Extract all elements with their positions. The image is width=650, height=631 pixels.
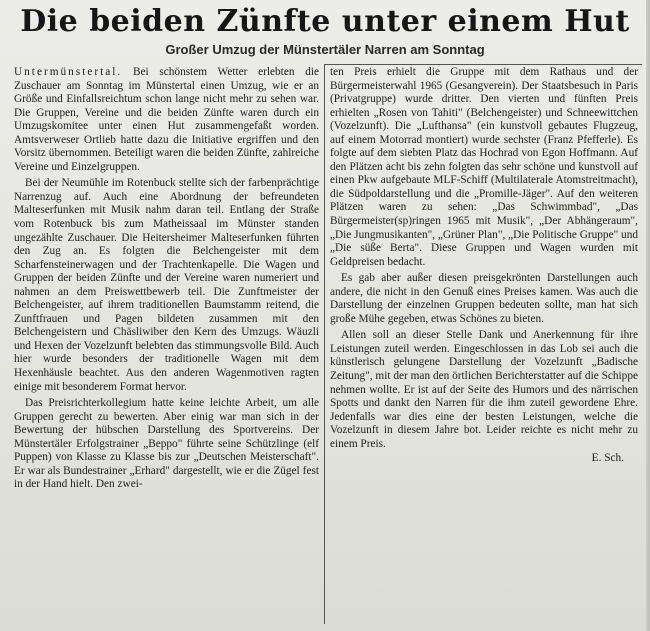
column-top-rule bbox=[324, 64, 642, 65]
article-paragraph: Das Preisrichterkollegium hatte keine leichte Arbeit, um alle Gruppen gerecht zu bewerten. Aber einig war man sich in der Bewertung der hübschen Darstellung des Sportvereins. Der Münstertäler Erfolgstrainer „Beppo" führte seine Schützlinge (elf Puppen) von Klasse zu Klasse bis zur „Deutschen Meisterschaft". Er war als Bundestrainer „Erhard" dargestellt, wie er die Zügel fest in der Hand hielt. Den zwei- bbox=[14, 397, 319, 491]
article-dateline: Untermünstertal. bbox=[14, 66, 123, 78]
article-paragraph-text: Bei schönstem Wetter erlebten die Zuschauer am Sonntag im Münstertal einen Umzug, wie er an Größe und Einfallsreichtum schon lange nicht mehr zu sehen war. Die Gruppen, Vereine und die beiden Zünfte waren durch ein Umzugskomitee unter einen Hut zusammengefaßt worden. Amtsverweser Ortlieb hatte dazu die Initiative ergriffen und den Vorsitz übernommen. Beteiligt waren die beiden Zünfte, zahlreiche Vereine und Einzelgruppen. bbox=[14, 66, 319, 173]
article-column-right bbox=[330, 66, 638, 466]
article-paragraph: Es gab aber außer diesen preisgekrönten Darstellungen auch andere, die nicht in den Genuß eines Preises kamen. Was auch die Darstellung der einzelnen Gruppen bedeuten sollte, man hat sich große Mühe gegeben, etwas Schönes zu bieten. bbox=[330, 272, 638, 325]
article-paragraph bbox=[14, 66, 319, 174]
article-paragraph: ten Preis erhielt die Gruppe mit dem Rathaus und der Bürgermeisterwahl 1965 (Gesangverein). Der Staatsbesuch in Paris (Privatgruppe) wurde dritter. Den vierten und fünften Preis erhielten „Rosen von Tahiti" (Belchengeister) und Schneewittchen (Vozelzunft). Die „Lufthansa" (ein kunstvoll gebautes Flugzeug, auf einem Motorrad montiert) wurde sechster (Franz Pfefferle). Es folgte auf dem siebten Platz das Hochrad von Egon Hoffmann. Auf den Plätzen acht bis zehn folgten das sehr schöne und kunstvoll auf einen Pkw aufgebaute MLF-Schiff (Multilaterale Atomstreitmacht), die Südpoldarstellung und die „Promille-Jäger". Auf den weiteren Plätzen waren zu sehen: „Das Schwimmbad", „Das Bürgermeister(sp)ringen 1965 mit Musik", „Der Abhängeraum", „Die Jungmusikanten", „Grüner Plan", „Die Politische Gruppe" und „Die süße Berta". Diese Gruppen und Wagen wurden mit Geldpreisen bedacht. bbox=[330, 66, 638, 268]
article-paragraph: Allen soll an dieser Stelle Dank und Anerkennung für ihre Leistungen zuteil werden. Eingeschlossen in das Lob sei auch die künstlerisch gelungene Darstellung der Vozelzunft „Badische Zeitung", mit der man den örtlichen Berichterstatter auf die Schippe nehmen wollte. Er ist auf der Seite des Humors und des närrischen Spotts und dankt den Narren für die ihm zuteil gewordene Ehre. Jedenfalls war dies eine der besten Leistungen, welche die Vozelzunft in diesem Jahre bot. Leider reichte es nicht mehr zu einem Preis. bbox=[330, 329, 638, 450]
scan-edge bbox=[646, 0, 650, 631]
article-paragraph: Bei der Neumühle im Rotenbuck stellte sich der farbenprächtige Narrenzug auf. Auch eine Abordnung der befreundeten Malteserfunken mit Musik nahm daran teil. Entlang der Straße vom Rotenbuck bis zum Matheissaal im Münster standen ungezählte Zuschauer. Die Heitersheimer Malteserfunken führten den Zug an. Es folgten die Belchengeister mit dem Scharfensteinerwagen und der Trachtenkapelle. Die Wagen und Gruppen der beiden Zünfte und der Vereine waren numeriert und nahmen an dem Preiswettbewerb teil. Die Zunftmeister der Belchengeister, auf ihrem traditionellen Baumstamm reitend, die Zunftfrauen und Pagen bildeten zusammen mit den Belchengeistern und Chäsliwiber den Kern des Umzugs. Wäuzli und Hexen der Vozelzunft belebten das stimmungsvolle Bild. Auch hier wurde besonders der traditionelle Wagen mit dem Hexenhäusle beachtet. Aus den anderen Wagenmotiven ragten einige mit besonderem Format hervor. bbox=[14, 177, 319, 393]
column-divider bbox=[324, 64, 325, 624]
article-column-left bbox=[14, 66, 319, 495]
author-signature: E. Sch. bbox=[591, 452, 624, 465]
article-subheadline: Großer Umzug der Münstertäler Narren am Sonntag bbox=[165, 42, 485, 57]
article-headline: Die beiden Zünfte unter einem Hut bbox=[20, 4, 630, 39]
